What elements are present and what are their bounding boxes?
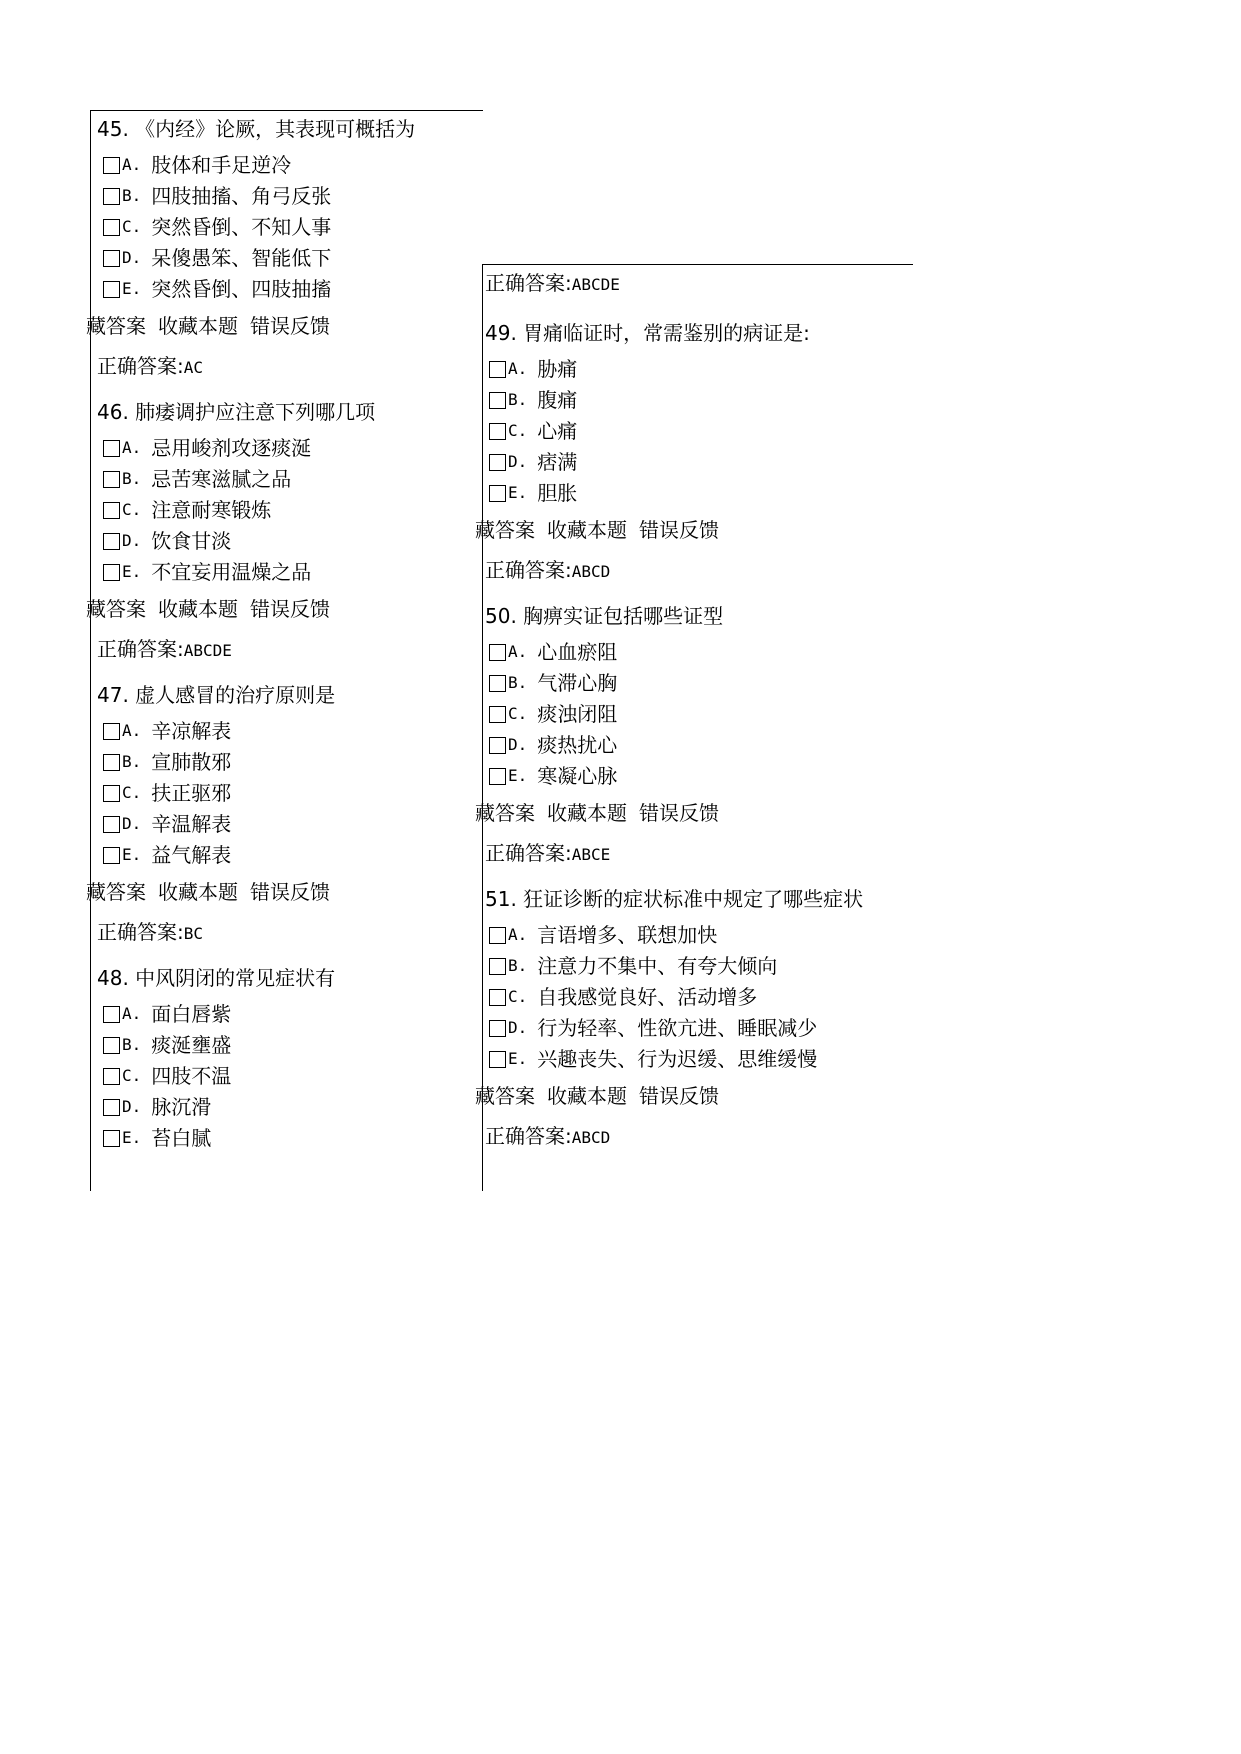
option-checkbox[interactable]	[103, 502, 120, 519]
question-actions	[86, 878, 330, 906]
option-letter: D.	[122, 1097, 142, 1116]
option-letter: C.	[508, 421, 528, 440]
option-text: 腹痛	[537, 388, 578, 412]
question-title: 49. 胃痛临证时，常需鉴别的病证是:	[485, 321, 810, 345]
option-checkbox[interactable]	[489, 485, 506, 502]
correct-answer	[485, 269, 620, 297]
question-actions	[86, 312, 330, 340]
hide-answer-link[interactable]: 藏答案	[86, 880, 146, 904]
question-title: 48. 中风阴闭的常见症状有	[97, 966, 336, 990]
hide-answer-link[interactable]: 藏答案	[475, 1084, 535, 1108]
option-letter: E.	[122, 562, 142, 581]
option-checkbox[interactable]	[489, 644, 506, 661]
question-actions	[86, 595, 330, 623]
favorite-link[interactable]: 收藏本题	[158, 314, 238, 338]
option-letter: D.	[122, 814, 142, 833]
option-letter: B.	[122, 752, 142, 771]
option-checkbox[interactable]	[489, 768, 506, 785]
option-text: 益气解表	[151, 843, 232, 867]
answer-value: AC	[183, 358, 204, 377]
option-checkbox[interactable]	[489, 454, 506, 471]
option-checkbox[interactable]	[489, 1051, 506, 1068]
option-letter: A.	[122, 438, 142, 457]
answer-value: BC	[183, 924, 204, 943]
option-letter: A.	[508, 642, 528, 661]
option-row[interactable]	[103, 1124, 211, 1152]
option-row[interactable]	[103, 717, 231, 745]
option-checkbox[interactable]	[489, 675, 506, 692]
option-row[interactable]	[103, 275, 331, 303]
option-text: 痞满	[537, 450, 578, 474]
correct-answer	[97, 635, 232, 663]
option-text: 言语增多、联想加快	[537, 923, 718, 947]
option-letter: C.	[122, 500, 142, 519]
option-checkbox[interactable]	[489, 361, 506, 378]
option-checkbox[interactable]	[103, 754, 120, 771]
option-row[interactable]	[103, 1093, 211, 1121]
option-letter: C.	[122, 1066, 142, 1085]
correct-answer	[485, 556, 610, 584]
option-row[interactable]	[103, 465, 291, 493]
option-row[interactable]	[103, 527, 231, 555]
answer-value: ABCD	[571, 562, 611, 581]
option-text: 饮食甘淡	[151, 529, 232, 553]
option-letter: C.	[508, 987, 528, 1006]
option-text: 胆胀	[537, 481, 578, 505]
option-text: 四肢不温	[151, 1064, 232, 1088]
option-text: 脉沉滑	[151, 1095, 212, 1119]
option-letter: A.	[508, 925, 528, 944]
option-text: 忌用峻剂攻逐痰涎	[151, 436, 312, 460]
option-checkbox[interactable]	[489, 989, 506, 1006]
option-checkbox[interactable]	[103, 533, 120, 550]
option-checkbox[interactable]	[489, 737, 506, 754]
option-row[interactable]	[489, 1014, 817, 1042]
option-row[interactable]	[489, 386, 577, 414]
option-checkbox[interactable]	[103, 1006, 120, 1023]
option-letter: D.	[508, 452, 528, 471]
option-checkbox[interactable]	[103, 564, 120, 581]
option-letter: A.	[122, 155, 142, 174]
option-checkbox[interactable]	[489, 958, 506, 975]
option-text: 苔白腻	[151, 1126, 212, 1150]
question-actions	[475, 1082, 719, 1110]
option-text: 心痛	[537, 419, 578, 443]
question-title: 45. 《内经》论厥，其表现可概括为	[97, 117, 416, 141]
option-text: 行为轻率、性欲亢进、睡眠减少	[537, 1016, 818, 1040]
option-text: 胁痛	[537, 357, 578, 381]
feedback-link[interactable]: 错误反馈	[250, 314, 330, 338]
option-row[interactable]	[489, 669, 617, 697]
option-row[interactable]	[489, 479, 577, 507]
option-letter: B.	[122, 469, 142, 488]
answer-value: ABCDE	[183, 641, 232, 660]
answer-value: ABCE	[571, 845, 611, 864]
option-letter: B.	[122, 186, 142, 205]
feedback-link[interactable]: 错误反馈	[639, 518, 719, 542]
option-text: 呆傻愚笨、智能低下	[151, 246, 332, 270]
option-letter: A.	[508, 359, 528, 378]
answer-value: ABCDE	[571, 275, 620, 294]
option-checkbox[interactable]	[489, 1020, 506, 1037]
option-checkbox[interactable]	[103, 1099, 120, 1116]
answer-prefix: 正确答案:	[485, 271, 572, 295]
hide-answer-link[interactable]: 藏答案	[86, 597, 146, 621]
left-question-panel	[86, 110, 483, 1191]
option-letter: E.	[508, 766, 528, 785]
option-letter: C.	[508, 704, 528, 723]
option-text: 痰热扰心	[537, 733, 618, 757]
option-row[interactable]	[103, 434, 311, 462]
option-row[interactable]	[489, 762, 617, 790]
correct-answer	[485, 839, 610, 867]
feedback-link[interactable]: 错误反馈	[639, 1084, 719, 1108]
correct-answer	[97, 352, 203, 380]
option-row[interactable]	[103, 841, 231, 869]
favorite-link[interactable]: 收藏本题	[158, 597, 238, 621]
question-title: 51. 狂证诊断的症状标准中规定了哪些症状	[485, 887, 864, 911]
option-row[interactable]	[489, 448, 577, 476]
option-letter: D.	[508, 1018, 528, 1037]
option-checkbox[interactable]	[103, 1037, 120, 1054]
option-text: 辛凉解表	[151, 719, 232, 743]
option-row[interactable]	[103, 244, 331, 272]
option-checkbox[interactable]	[103, 281, 120, 298]
favorite-link[interactable]: 收藏本题	[547, 518, 627, 542]
option-text: 心血瘀阻	[537, 640, 618, 664]
feedback-link[interactable]: 错误反馈	[250, 597, 330, 621]
option-row[interactable]	[103, 748, 231, 776]
question-actions	[475, 516, 719, 544]
option-row[interactable]	[489, 355, 577, 383]
option-row[interactable]	[489, 700, 617, 728]
option-text: 自我感觉良好、活动增多	[537, 985, 758, 1009]
option-row[interactable]	[103, 779, 231, 807]
option-text: 痰浊闭阻	[537, 702, 618, 726]
option-row[interactable]	[489, 731, 617, 759]
option-text: 扶正驱邪	[151, 781, 232, 805]
option-row[interactable]	[489, 417, 577, 445]
option-letter: C.	[122, 783, 142, 802]
option-letter: E.	[122, 845, 142, 864]
option-row[interactable]	[103, 1062, 231, 1090]
answer-prefix: 正确答案:	[97, 637, 184, 661]
option-text: 气滞心胸	[537, 671, 618, 695]
option-letter: D.	[122, 531, 142, 550]
hide-answer-link[interactable]: 藏答案	[86, 314, 146, 338]
option-row[interactable]	[489, 983, 757, 1011]
option-letter: E.	[122, 279, 142, 298]
option-row[interactable]	[103, 151, 291, 179]
option-letter: E.	[122, 1128, 142, 1147]
hide-answer-link[interactable]: 藏答案	[475, 801, 535, 825]
option-checkbox[interactable]	[103, 471, 120, 488]
option-checkbox[interactable]	[103, 816, 120, 833]
option-letter: B.	[508, 956, 528, 975]
option-letter: A.	[122, 721, 142, 740]
option-checkbox[interactable]	[103, 1130, 120, 1147]
option-checkbox[interactable]	[103, 785, 120, 802]
option-text: 痰涎壅盛	[151, 1033, 232, 1057]
answer-prefix: 正确答案:	[97, 354, 184, 378]
correct-answer	[97, 918, 203, 946]
option-text: 忌苦寒滋腻之品	[151, 467, 292, 491]
option-text: 注意耐寒锻炼	[151, 498, 272, 522]
hide-answer-link[interactable]: 藏答案	[475, 518, 535, 542]
option-checkbox[interactable]	[103, 157, 120, 174]
option-text: 突然昏倒、不知人事	[151, 215, 332, 239]
option-row[interactable]	[103, 182, 331, 210]
option-row[interactable]	[489, 1045, 817, 1073]
option-row[interactable]	[103, 496, 271, 524]
option-checkbox[interactable]	[489, 927, 506, 944]
option-row[interactable]	[103, 213, 331, 241]
option-checkbox[interactable]	[103, 440, 120, 457]
option-text: 宣肺散邪	[151, 750, 232, 774]
option-checkbox[interactable]	[489, 423, 506, 440]
option-row[interactable]	[103, 810, 231, 838]
option-letter: A.	[122, 1004, 142, 1023]
question-title: 47. 虚人感冒的治疗原则是	[97, 683, 336, 707]
option-checkbox[interactable]	[103, 250, 120, 267]
option-text: 注意力不集中、有夸大倾向	[537, 954, 778, 978]
option-row[interactable]	[489, 638, 617, 666]
option-letter: D.	[508, 735, 528, 754]
option-checkbox[interactable]	[103, 1068, 120, 1085]
option-text: 肢体和手足逆冷	[151, 153, 292, 177]
favorite-link[interactable]: 收藏本题	[158, 880, 238, 904]
option-checkbox[interactable]	[489, 706, 506, 723]
answer-prefix: 正确答案:	[485, 841, 572, 865]
option-text: 突然昏倒、四肢抽搐	[151, 277, 332, 301]
option-text: 兴趣丧失、行为迟缓、思维缓慢	[537, 1047, 818, 1071]
right-question-panel	[475, 264, 913, 1191]
answer-value: ABCD	[571, 1128, 611, 1147]
option-letter: E.	[508, 483, 528, 502]
option-letter: E.	[508, 1049, 528, 1068]
option-text: 寒凝心脉	[537, 764, 618, 788]
option-checkbox[interactable]	[103, 723, 120, 740]
answer-prefix: 正确答案:	[485, 1124, 572, 1148]
option-text: 面白唇紫	[151, 1002, 232, 1026]
option-checkbox[interactable]	[103, 219, 120, 236]
option-text: 不宜妄用温燥之品	[151, 560, 312, 584]
question-title: 46. 肺痿调护应注意下列哪几项	[97, 400, 376, 424]
question-actions	[475, 799, 719, 827]
option-checkbox[interactable]	[103, 847, 120, 864]
option-row[interactable]	[103, 558, 311, 586]
option-row[interactable]	[103, 1031, 231, 1059]
feedback-link[interactable]: 错误反馈	[639, 801, 719, 825]
option-text: 四肢抽搐、角弓反张	[151, 184, 332, 208]
option-letter: B.	[508, 390, 528, 409]
option-letter: B.	[122, 1035, 142, 1054]
option-letter: B.	[508, 673, 528, 692]
feedback-link[interactable]: 错误反馈	[250, 880, 330, 904]
option-row[interactable]	[103, 1000, 231, 1028]
option-row[interactable]	[489, 952, 777, 980]
option-row[interactable]	[489, 921, 717, 949]
favorite-link[interactable]: 收藏本题	[547, 1084, 627, 1108]
question-title: 50. 胸痹实证包括哪些证型	[485, 604, 724, 628]
option-checkbox[interactable]	[489, 392, 506, 409]
option-checkbox[interactable]	[103, 188, 120, 205]
favorite-link[interactable]: 收藏本题	[547, 801, 627, 825]
answer-prefix: 正确答案:	[97, 920, 184, 944]
answer-prefix: 正确答案:	[485, 558, 572, 582]
option-letter: D.	[122, 248, 142, 267]
option-text: 辛温解表	[151, 812, 232, 836]
option-letter: C.	[122, 217, 142, 236]
correct-answer	[485, 1122, 610, 1150]
